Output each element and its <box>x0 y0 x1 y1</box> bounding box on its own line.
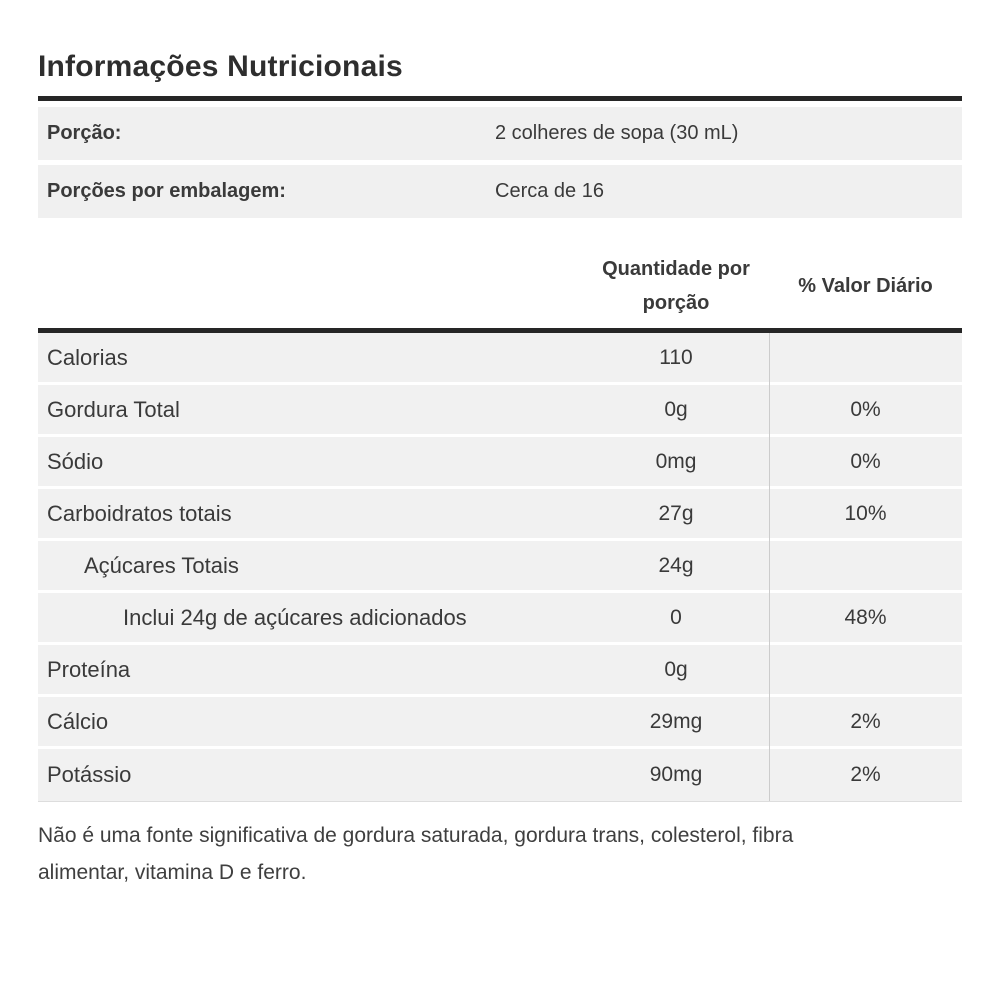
serving-label: Porções por embalagem: <box>47 180 286 202</box>
daily-value-header: % Valor Diário <box>798 274 933 297</box>
nutrient-daily-value: 0% <box>850 397 881 421</box>
table-row <box>38 645 962 697</box>
nutrient-daily-value: 2% <box>850 709 881 733</box>
nutrient-amount: 110 <box>659 345 693 369</box>
column-divider <box>769 333 770 801</box>
table-row <box>38 593 962 645</box>
nutrient-name: Cálcio <box>47 708 109 734</box>
table-row <box>38 333 962 385</box>
table-row <box>38 749 962 801</box>
nutrient-daily-value: 0% <box>850 449 881 473</box>
serving-info <box>38 107 962 218</box>
nutrient-amount: 0 <box>670 605 682 629</box>
footnote: Não é uma fonte significativa de gordura saturada, gordura trans, colesterol, fibra alimentar, vitamina D e ferro. <box>38 824 794 884</box>
nutrient-name: Sódio <box>47 448 104 474</box>
serving-row <box>38 165 962 218</box>
table-row <box>38 437 962 489</box>
nutrient-amount: 24g <box>658 553 694 577</box>
amount-per-serving-header: Quantidade por porção <box>602 258 750 314</box>
nutrition-table <box>38 333 962 802</box>
page-title: Informações Nutricionais <box>38 50 403 83</box>
nutrient-amount: 0g <box>664 397 688 421</box>
serving-value: Cerca de 16 <box>495 180 604 202</box>
nutrient-name: Calorias <box>47 344 128 370</box>
nutrient-name: Carboidratos totais <box>47 500 232 526</box>
nutrient-name: Proteína <box>47 656 131 682</box>
serving-row <box>38 107 962 160</box>
nutrient-amount: 0g <box>664 657 688 681</box>
nutrient-daily-value: 2% <box>850 763 881 786</box>
nutrient-amount: 0mg <box>655 449 697 473</box>
nutrient-name: Inclui 24g de açúcares adicionados <box>123 604 467 630</box>
table-row <box>38 489 962 541</box>
nutrient-amount: 29mg <box>649 709 703 733</box>
nutrient-amount: 27g <box>658 501 694 525</box>
serving-label: Porção: <box>47 122 122 144</box>
nutrient-name: Potássio <box>47 762 132 787</box>
table-header <box>38 252 962 328</box>
table-row <box>38 697 962 749</box>
table-row <box>38 385 962 437</box>
table-row <box>38 541 962 593</box>
nutrient-daily-value: 10% <box>844 501 887 525</box>
nutrient-daily-value: 48% <box>844 605 887 629</box>
nutrient-name: Gordura Total <box>47 396 180 422</box>
serving-value: 2 colheres de sopa (30 mL) <box>495 122 739 144</box>
nutrient-name: Açúcares Totais <box>84 552 239 578</box>
title-rule <box>38 96 962 101</box>
nutrient-amount: 90mg <box>649 763 703 786</box>
